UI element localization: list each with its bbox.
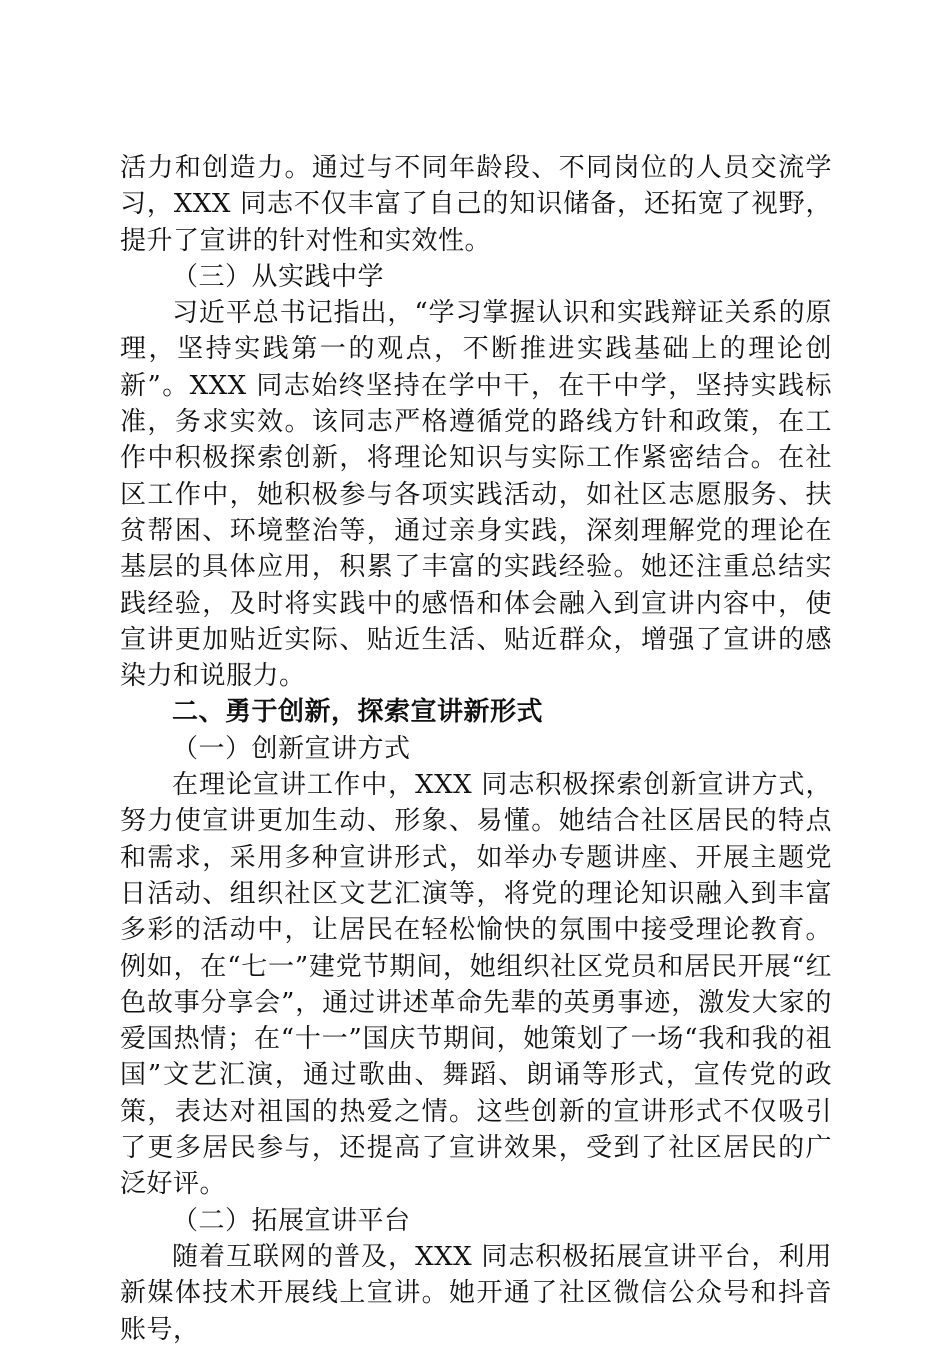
subheading-innovate-methods: （一）创新宣讲方式 — [172, 733, 411, 764]
heading-innovation: 二、勇于创新，探索宣讲新形式 — [172, 697, 544, 728]
paragraph-innovate-methods: 在理论宣讲工作中，XXX 同志积极探索创新宣讲方式，努力使宣讲更加生动、形象、易懂。她结合社区居民的特点和需求，采用多种宣讲形式，如举办专题讲座、开展主题党日活动、组织社区文艺汇演等，将党的理论知识融入到丰富多彩的活动中，让居民在轻松愉快的氛围中接受理论教育。例如，在“七一”建党节期间，她组织社区党员和居民开展“红色故事分享会”，通过讲述革命先辈的英勇事迹，激发大家的爱国热情；在“十一”国庆节期间，她策划了一场“我和我的祖国”文艺汇演，通过歌曲、舞蹈、朗诵等形式，宣传党的政策，表达对祖国的热爱之情。这些创新的宣讲形式不仅吸引了更多居民参与，还提高了宣讲效果，受到了社区居民的广泛好评。 — [120, 770, 832, 1200]
paragraph-practice: 习近平总书记指出，“学习掌握认识和实践辩证关系的原理，坚持实践第一的观点，不断推进实践基础上的理论创新”。XXX 同志始终坚持在学中干，在干中学，坚持实践标准，务求实效。该同志严格遵循党的路线方针和政策，在工作中积极探索创新，将理论知识与实际工作紧密结合。在社区工作中，她积极参与各项实践活动，如社区志愿服务、扶贫帮困、环境整治等，通过亲身实践，深刻理解党的理论在基层的具体应用，积累了丰富的实践经验。她还注重总结实践经验，及时将实践中的感悟和体会融入到宣讲内容中，使宣讲更加贴近实际、贴近生活、贴近群众，增强了宣讲的感染力和说服力。 — [120, 298, 832, 692]
document-body — [120, 150, 832, 1348]
paragraph-expand-platform: 随着互联网的普及，XXX 同志积极拓展宣讲平台，利用新媒体技术开展线上宣讲。她开通了社区微信公众号和抖音账号， — [120, 1241, 832, 1345]
subheading-expand-platform: （二）拓展宣讲平台 — [172, 1205, 411, 1236]
subheading-practice: （三）从实践中学 — [172, 261, 385, 292]
paragraph-continued: 活力和创造力。通过与不同年龄段、不同岗位的人员交流学习，XXX 同志不仅丰富了自己的知识储备，还拓宽了视野，提升了宣讲的针对性和实效性。 — [120, 153, 832, 256]
